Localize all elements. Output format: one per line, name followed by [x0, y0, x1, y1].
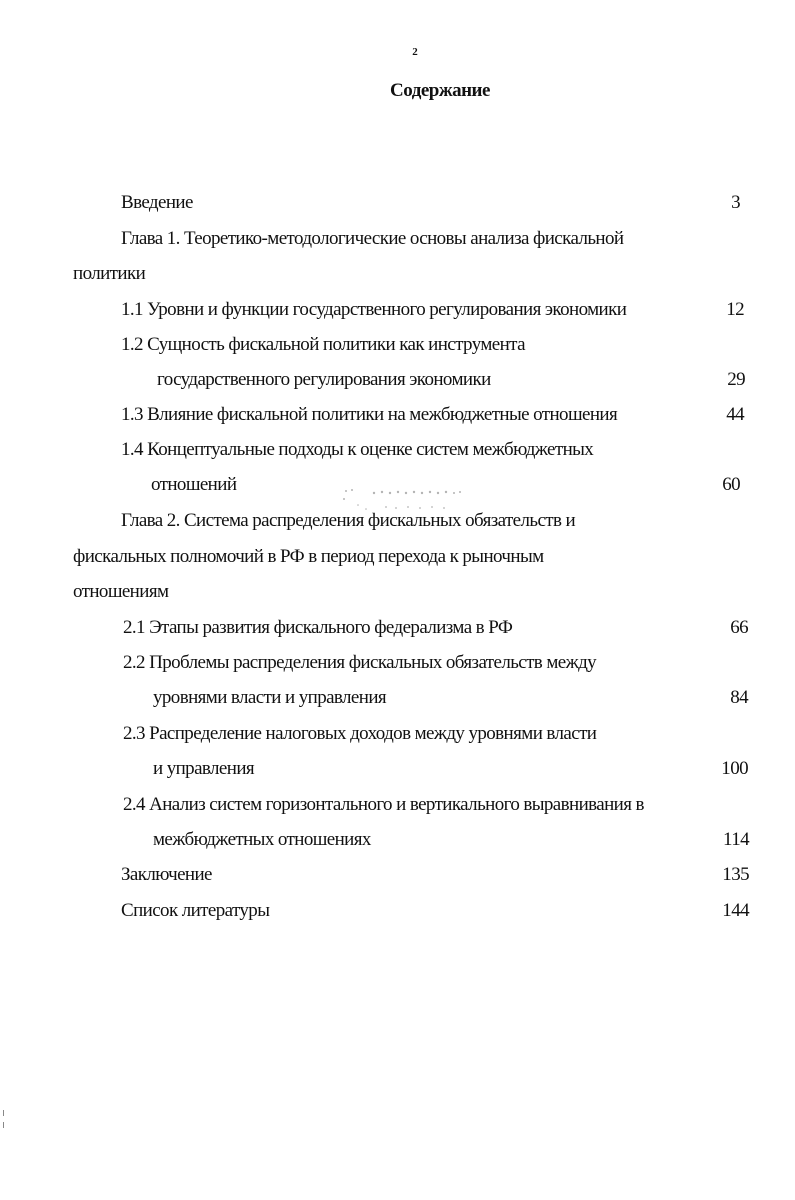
- toc-entry-conclusion: Заключение: [121, 864, 212, 885]
- toc-entry-1-4-line2: отношений: [151, 474, 237, 495]
- toc-page-2-1: 66: [730, 617, 748, 638]
- toc-page-conclusion: 135: [722, 864, 749, 885]
- toc-chapter1-line1: Глава 1. Теоретико-методологические основы анализа фискальной: [121, 228, 624, 249]
- scan-margin-mark: [3, 1110, 8, 1116]
- toc-page-2-4: 114: [723, 829, 749, 850]
- toc-entry-2-2-line1: 2.2 Проблемы распределения фискальных обязательств между: [123, 652, 597, 673]
- toc-title: Содержание: [390, 80, 490, 101]
- toc-page-references: 144: [722, 900, 749, 921]
- page-number: 2: [412, 46, 418, 58]
- toc-chapter2-line3: отношениям: [73, 581, 169, 602]
- toc-page-2-2: 84: [730, 687, 748, 708]
- toc-page-1-3: 44: [726, 404, 744, 425]
- toc-entry-2-4-line1: 2.4 Анализ систем горизонтального и вертикального выравнивания в: [123, 794, 644, 815]
- toc-chapter2-line2: фискальных полномочий в РФ в период перехода к рыночным: [73, 546, 544, 567]
- toc-chapter1-line2: политики: [73, 263, 146, 284]
- toc-page-introduction: 3: [731, 192, 740, 213]
- toc-entry-introduction: Введение: [121, 192, 193, 213]
- toc-page-1-1: 12: [726, 299, 744, 320]
- toc-entry-1-4-line1: 1.4 Концептуальные подходы к оценке систем межбюджетных: [121, 439, 594, 460]
- toc-entry-1-3: 1.3 Влияние фискальной политики на межбюджетные отношения: [121, 404, 618, 425]
- toc-page-2-3: 100: [721, 758, 748, 779]
- toc-entry-2-2-line2: уровнями власти и управления: [153, 687, 387, 708]
- toc-entry-2-3-line2: и управления: [153, 758, 255, 779]
- scan-margin-mark: [3, 1122, 8, 1128]
- toc-chapter2-line1: Глава 2. Система распределения фискальных обязательств и: [121, 510, 576, 531]
- toc-entry-1-2-line1: 1.2 Сущность фискальной политики как инструмента: [121, 334, 525, 355]
- toc-entry-2-3-line1: 2.3 Распределение налоговых доходов между уровнями власти: [123, 723, 597, 744]
- toc-entry-2-4-line2: межбюджетных отношениях: [153, 829, 371, 850]
- toc-entry-2-1: 2.1 Этапы развития фискального федерализма в РФ: [123, 617, 513, 638]
- toc-entry-1-1: 1.1 Уровни и функции государственного регулирования экономики: [121, 299, 627, 320]
- toc-page-1-4: 60: [722, 474, 740, 495]
- toc-entry-references: Список литературы: [121, 900, 270, 921]
- toc-entry-1-2-line2: государственного регулирования экономики: [157, 369, 491, 390]
- toc-page-1-2: 29: [727, 369, 745, 390]
